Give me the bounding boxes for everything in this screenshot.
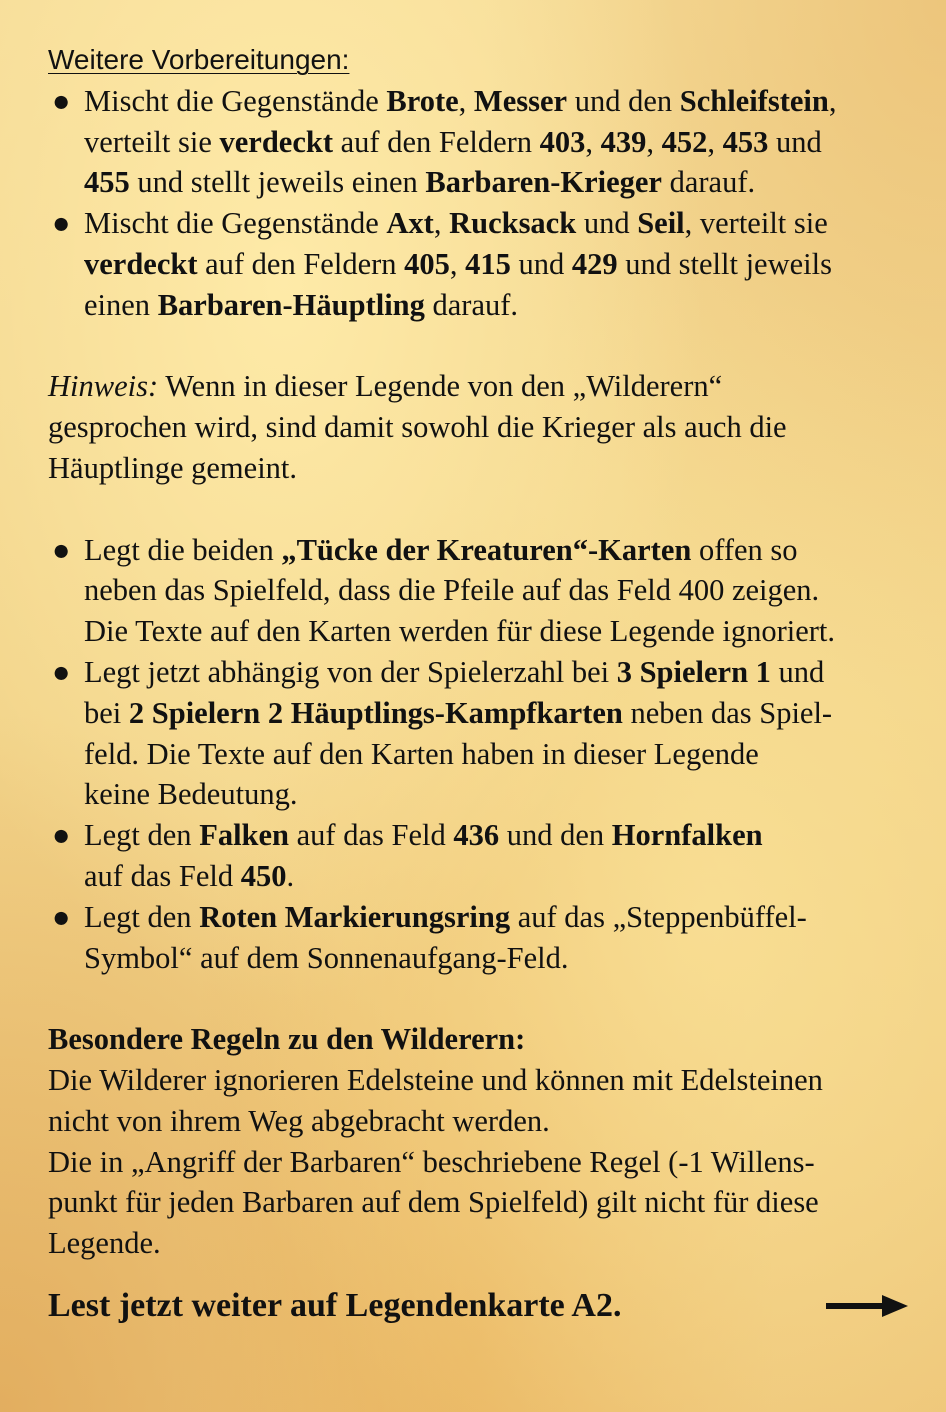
bold-term: Barbaren-Häuptling: [157, 287, 425, 322]
bold-term: 455: [84, 165, 130, 200]
bold-term: Seil: [637, 206, 685, 241]
text-line: [84, 81, 928, 122]
text-span: Mischt die Gegenstände: [84, 206, 387, 241]
text-span: nicht von ihrem Weg abgebracht werden.: [48, 1103, 550, 1138]
next-card-instruction: Lest jetzt weiter auf Legendenkarte A2.: [48, 1286, 622, 1324]
bold-term: 403: [539, 124, 586, 159]
text-span: feld. Die Texte auf den Karten haben in dieser Legende: [84, 736, 759, 771]
text-span: gesprochen wird, sind damit sowohl die Krieger als auch die: [48, 410, 787, 445]
bullet-icon: ●: [52, 532, 71, 567]
bold-term: 405: [404, 246, 450, 281]
text-span: und: [770, 654, 825, 689]
text-span: Legt den: [84, 899, 200, 934]
bold-term: 2 Spielern 2 Häuptlings-Kampfkarten: [128, 695, 623, 730]
bold-term: verdeckt: [219, 124, 333, 159]
text-line: [84, 244, 928, 285]
text-span: , verteilt sie: [684, 206, 828, 241]
text-span: ,: [585, 124, 601, 159]
text-span: und den: [567, 83, 680, 118]
text-span: auf den Feldern: [197, 246, 405, 281]
text-line: [84, 693, 928, 734]
bullet-icon: ●: [52, 83, 71, 118]
text-line: [84, 203, 928, 244]
bold-term: Axt: [386, 206, 434, 241]
text-line: [84, 856, 928, 897]
list-item: [48, 203, 928, 325]
text-line: [84, 774, 928, 815]
list-item: [48, 81, 928, 203]
text-line: [48, 407, 928, 448]
text-line: [84, 815, 928, 856]
text-line: [48, 448, 928, 489]
rules-block: [48, 1060, 928, 1264]
text-line: [48, 366, 928, 407]
bullet-icon: ●: [52, 899, 71, 934]
text-span: ,: [449, 246, 466, 281]
bold-term: Roten Markierungsring: [199, 899, 511, 934]
text-span: Mischt die Gegenstände: [84, 83, 387, 118]
text-span: keine Bedeutung.: [84, 777, 298, 812]
text-span: auf das Feld: [289, 818, 454, 853]
text-line: [84, 530, 928, 571]
bold-term: 3 Spielern 1: [616, 654, 771, 689]
text-span: Legt den: [84, 818, 200, 853]
text-line: [84, 652, 928, 693]
text-line: [84, 570, 928, 611]
prep-list: [48, 81, 928, 326]
text-line: [48, 1182, 928, 1223]
bullet-icon: ●: [52, 654, 71, 689]
bold-term: 453: [722, 124, 769, 159]
text-span: Legende.: [48, 1226, 161, 1261]
bold-term: 415: [465, 246, 511, 281]
text-span: einen: [84, 287, 158, 322]
text-span: Die Wilderer ignorieren Edelsteine und können mit Edelsteinen: [48, 1062, 823, 1097]
text-span: Die in „Angriff der Barbaren“ beschriebene Regel (-1 Willens-: [48, 1144, 815, 1179]
text-span: Symbol“ auf dem Sonnenaufgang-Feld.: [84, 940, 569, 975]
list-item: [48, 897, 928, 979]
bold-term: 450: [240, 858, 287, 893]
text-span: Legt jetzt abhängig von der Spielerzahl bei: [84, 654, 617, 689]
bold-term: verdeckt: [84, 246, 198, 281]
spacer: [48, 489, 928, 530]
text-line: [48, 1223, 928, 1264]
text-span: Häuptlinge gemeint.: [48, 450, 298, 485]
text-span: ,: [646, 124, 662, 159]
text-span: auf das Feld: [84, 858, 241, 893]
text-line: [84, 938, 928, 979]
bold-term: 436: [453, 818, 500, 853]
text-span: offen so: [691, 532, 798, 567]
text-span: Wenn in dieser Legende von den „Wilderern“: [158, 369, 723, 404]
text-span: neben das Spiel-: [622, 695, 833, 730]
rules-heading: Besondere Regeln zu den Wilderern:: [48, 1022, 526, 1057]
bold-term: Messer: [473, 83, 568, 118]
bold-term: 452: [661, 124, 708, 159]
prep-heading: Weitere Vorbereitungen:: [48, 44, 350, 75]
text-span: ,: [707, 124, 723, 159]
bold-term: Barbaren-Krieger: [425, 165, 662, 200]
bold-term: Brote: [386, 83, 459, 118]
text-span: und stellt jeweils: [617, 246, 832, 281]
right-arrow-icon: [826, 1292, 908, 1320]
list-item: [48, 530, 928, 652]
list-item: [48, 815, 928, 897]
bold-term: 439: [600, 124, 647, 159]
text-span: und: [576, 206, 638, 241]
text-span: auf das „Steppenbüffel-: [510, 899, 807, 934]
text-span: darauf.: [661, 165, 756, 200]
list-item: [48, 652, 928, 815]
text-span: ,: [458, 83, 474, 118]
text-span: und: [768, 124, 822, 159]
text-span: und den: [499, 818, 612, 853]
bold-term: „Tücke der Kreaturen“-Karten: [281, 532, 692, 567]
text-line: [84, 162, 928, 203]
text-span: punkt für jeden Barbaren auf dem Spielfeld) gilt nicht für diese: [48, 1185, 819, 1220]
text-span: bei: [84, 695, 129, 730]
text-span: Legt die beiden: [84, 532, 282, 567]
footer: [48, 1284, 928, 1328]
bold-term: Falken: [199, 818, 290, 853]
text-line: [48, 1101, 928, 1142]
bold-term: Rucksack: [449, 206, 577, 241]
bold-term: Hornfalken: [611, 818, 763, 853]
text-line: [84, 611, 928, 652]
text-span: auf den Feldern: [333, 124, 540, 159]
text-line: [48, 1060, 928, 1101]
text-line: [84, 897, 928, 938]
text-line: [84, 734, 928, 775]
text-span: ,: [828, 83, 837, 118]
hint-block: [48, 366, 928, 488]
text-span: und: [510, 246, 572, 281]
text-span: .: [286, 858, 295, 893]
spacer: [48, 978, 928, 1019]
bullet-icon: ●: [52, 818, 71, 853]
text-line: [48, 1142, 928, 1183]
text-line: [84, 122, 928, 163]
bold-term: Schleifstein: [679, 83, 829, 118]
text-span: ,: [433, 206, 450, 241]
bold-term: 429: [571, 246, 618, 281]
text-span: verteilt sie: [84, 124, 220, 159]
text-span: neben das Spielfeld, dass die Pfeile auf das Feld 400 zeigen.: [84, 573, 820, 608]
text-span: darauf.: [424, 287, 519, 322]
text-span: Die Texte auf den Karten werden für diese Legende ignoriert.: [84, 614, 836, 649]
legend-card: [48, 40, 928, 1328]
text-span: und stellt jeweils einen: [129, 165, 426, 200]
setup-list: [48, 530, 928, 979]
italic-term: Hinweis:: [48, 369, 159, 404]
bullet-icon: ●: [52, 206, 71, 241]
spacer: [48, 326, 928, 367]
text-line: [84, 285, 928, 326]
